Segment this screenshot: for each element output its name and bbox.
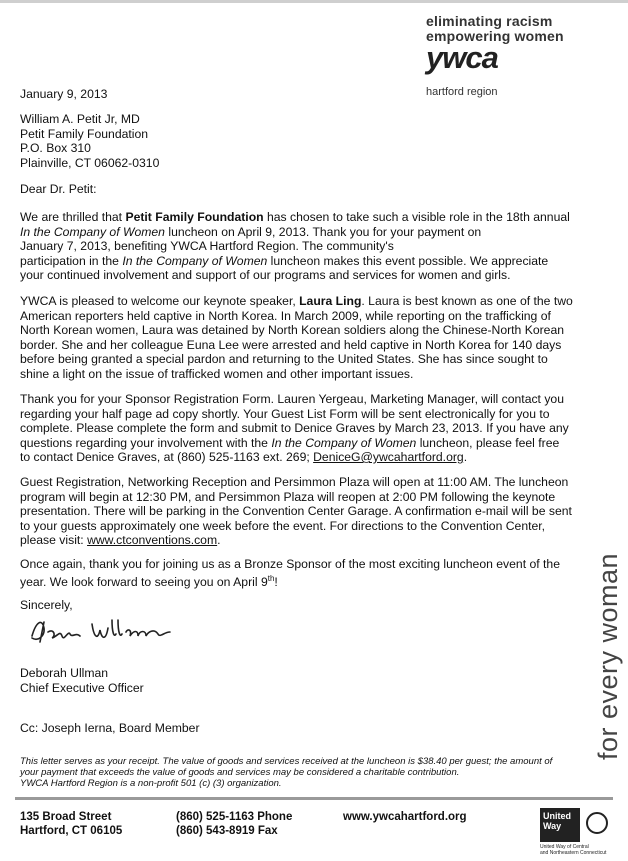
united-way-logo [540, 808, 610, 856]
footer-divider [15, 797, 613, 800]
vertical-tagline-text: for every woman [593, 552, 623, 760]
ywca-letterhead [426, 14, 586, 98]
handwritten-signature [28, 614, 178, 653]
tagline-eliminating-racism: eliminating racism [426, 13, 553, 29]
footer-address: 135 Broad Street Hartford, CT 06105 [20, 811, 123, 837]
recipient-address1: P.O. Box 310 [20, 141, 91, 155]
paragraph-3: Thank you for your Sponsor Registration Form. Lauren Yergeau, Marketing Manager, will contact you regarding your half page ad copy shortly. Your Guest List Form will be sent electronically for you to complete. Please complete the form and submit to Denice Graves by March 23, 2013. If you have any questions regarding your involvement with the In the Company of Women luncheon, please feel free to contact Denice Graves, at (860) 525-1163 ext. 269; DeniceG@ywcahartford.org. [20, 392, 569, 464]
united-way-caption: United Way of Central and Northeastern Connecticut [540, 844, 607, 856]
recipient-address2: Plainville, CT 06062-0310 [20, 155, 160, 170]
website-link[interactable]: www.ctconventions.com [87, 533, 218, 547]
letter-date: January 9, 2013 [20, 87, 108, 101]
footer-website: www.ywcahartford.org [343, 811, 467, 823]
receipt-note: This letter serves as your receipt. The value of goods and services received at the luncheon is $38.40 per guest; the amount of your payment that exceeds the value of goods and services may be considered a charitable contribution. YWCA Hartford Region is a non-profit 501 (c) (3) organization. [20, 756, 553, 789]
united-way-mark: United Way [540, 808, 580, 842]
salutation: Dear Dr. Petit: [20, 182, 97, 196]
tagline-empowering-women: empowering women [426, 28, 564, 44]
recipient-block [20, 112, 575, 170]
hand-seal-icon [586, 812, 608, 834]
signer-name: Deborah Ullman [20, 666, 109, 680]
closing: Sincerely, [20, 598, 73, 612]
region-label: hartford region [426, 86, 498, 98]
footer-phone: (860) 525-1163 Phone (860) 543-8919 Fax [176, 811, 293, 837]
signer-block [20, 666, 575, 695]
top-border [0, 0, 628, 3]
signer-title: Chief Executive Officer [20, 680, 144, 695]
ywca-logo: ywca [426, 40, 498, 75]
paragraph-5: Once again, thank you for joining us as a Bronze Sponsor of the most exciting luncheon event of the year. We look forward to seeing you on April 9th! [20, 557, 560, 589]
paragraph-1: We are thrilled that Petit Family Foundation has chosen to take such a visible role in the 18th annual In the Company of Women luncheon on April 9, 2013. Thank you for your payment on January 7, 2013, benefiting YWCA Hartford Region. The community's participation in the In the Company of Women luncheon makes this event possible. We appreciate your continued involvement and support of our programs and services for women and girls. [20, 210, 570, 282]
vertical-tagline [585, 510, 625, 760]
cc-line: Cc: Joseph Ierna, Board Member [20, 721, 200, 735]
paragraph-2: YWCA is pleased to welcome our keynote speaker, Laura Ling. Laura is best known as one of the two American reporters held captive in North Korea. In March 2009, while reporting on the trafficking of North Korean women, Laura was detained by North Korean soldiers along the Chinese-North Korean border. She and her colleague Euna Lee were arrested and held captive in North Korea for 140 days before being granted a special pardon and returning to the United States. She has since sought to shine a light on the issue of trafficked women and other important issues. [20, 294, 573, 381]
recipient-name: William A. Petit Jr, MD [20, 112, 140, 126]
email-link[interactable]: DeniceG@ywcahartford.org [313, 450, 464, 464]
paragraph-4: Guest Registration, Networking Reception and Persimmon Plaza will open at 11:00 AM. The luncheon program will begin at 12:30 PM, and Persimmon Plaza will reopen at 2:00 PM following the keynote presentation. There will be parking in the Convention Center Garage. A confirmation e-mail will be sent to your guests approximately one week before the event. For directions to the Convention Center, please visit: www.ctconventions.com. [20, 475, 572, 547]
recipient-org: Petit Family Foundation [20, 126, 149, 141]
